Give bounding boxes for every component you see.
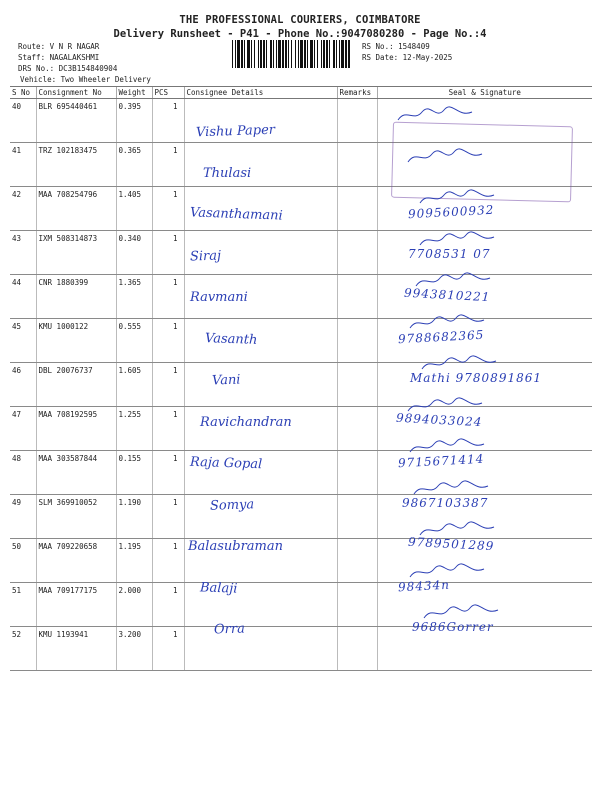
handwritten-signature: 9867103387 bbox=[402, 495, 489, 510]
route-label: Route: V N R NAGAR bbox=[18, 42, 100, 51]
cell-pcs: 1 bbox=[152, 275, 184, 319]
cell-remarks bbox=[337, 451, 377, 495]
handwritten-consignee-name: Somya bbox=[209, 496, 255, 514]
handwritten-consignee-name: Vasanth bbox=[204, 330, 258, 348]
handwritten-consignee-name: Raja Gopal bbox=[189, 454, 263, 473]
cell-consignee bbox=[184, 407, 337, 451]
table-row bbox=[10, 275, 592, 319]
cell-weight: 0.555 bbox=[116, 319, 152, 363]
barcode-icon bbox=[232, 40, 350, 68]
cell-consignment-no: MAA 708192595 bbox=[36, 407, 116, 451]
cell-pcs: 1 bbox=[152, 583, 184, 627]
cell-pcs: 1 bbox=[152, 99, 184, 143]
cell-consignee bbox=[184, 99, 337, 143]
cell-pcs: 1 bbox=[152, 143, 184, 187]
runsheet-table bbox=[10, 86, 592, 671]
cell-consignee bbox=[184, 363, 337, 407]
cell-pcs: 1 bbox=[152, 451, 184, 495]
col-consignee-header: Consignee Details bbox=[184, 87, 337, 99]
cell-signature bbox=[377, 363, 592, 407]
table-row bbox=[10, 583, 592, 627]
rs-date: RS Date: 12-May-2025 bbox=[362, 53, 453, 62]
table-header-row bbox=[10, 87, 592, 99]
cell-signature bbox=[377, 187, 592, 231]
col-remarks-header: Remarks bbox=[337, 87, 377, 99]
cell-weight: 1.605 bbox=[116, 363, 152, 407]
cell-consignee bbox=[184, 495, 337, 539]
cell-sno: 45 bbox=[10, 319, 36, 363]
cell-consignment-no: MAA 709220658 bbox=[36, 539, 116, 583]
cell-remarks bbox=[337, 539, 377, 583]
cell-remarks bbox=[337, 407, 377, 451]
cell-signature bbox=[377, 539, 592, 583]
cell-pcs: 1 bbox=[152, 187, 184, 231]
cell-weight: 1.365 bbox=[116, 275, 152, 319]
cell-consignee bbox=[184, 187, 337, 231]
cell-signature bbox=[377, 99, 592, 143]
handwritten-signature: 9095600932 bbox=[407, 202, 495, 222]
cell-signature bbox=[377, 143, 592, 187]
cell-consignee bbox=[184, 143, 337, 187]
cell-weight: 3.200 bbox=[116, 627, 152, 671]
cell-remarks bbox=[337, 319, 377, 363]
cell-consignment-no: MAA 709177175 bbox=[36, 583, 116, 627]
cell-sno: 43 bbox=[10, 231, 36, 275]
table-row bbox=[10, 99, 592, 143]
handwritten-signature: Mathi 9780891861 bbox=[410, 371, 542, 385]
handwritten-consignee-name: Balasubraman bbox=[188, 539, 283, 554]
cell-remarks bbox=[337, 363, 377, 407]
cell-sno: 41 bbox=[10, 143, 36, 187]
handwritten-consignee-name: Siraj bbox=[189, 247, 222, 265]
cell-pcs: 1 bbox=[152, 231, 184, 275]
cell-pcs: 1 bbox=[152, 319, 184, 363]
col-signature-header: Seal & Signature bbox=[377, 87, 592, 99]
handwritten-signature: 9715671414 bbox=[397, 451, 485, 471]
handwritten-signature: 98434n bbox=[397, 577, 451, 594]
cell-consignment-no: TRZ 102183475 bbox=[36, 143, 116, 187]
cell-consignment-no: MAA 708254796 bbox=[36, 187, 116, 231]
handwritten-consignee-name: Vasanthamani bbox=[189, 205, 283, 224]
handwritten-signature: 7708531 07 bbox=[408, 246, 491, 261]
cell-weight: 0.155 bbox=[116, 451, 152, 495]
cell-weight: 0.365 bbox=[116, 143, 152, 187]
cell-consignment-no: DBL 20076737 bbox=[36, 363, 116, 407]
handwritten-consignee-name: Balaji bbox=[199, 579, 238, 597]
table-row bbox=[10, 539, 592, 583]
handwritten-consignee-name: Ravmani bbox=[190, 290, 248, 305]
cell-weight: 1.190 bbox=[116, 495, 152, 539]
cell-consignee bbox=[184, 451, 337, 495]
cell-sno: 52 bbox=[10, 627, 36, 671]
table-row bbox=[10, 407, 592, 451]
cell-pcs: 1 bbox=[152, 627, 184, 671]
cell-consignee bbox=[184, 231, 337, 275]
handwritten-consignee-name: Orra bbox=[213, 621, 246, 638]
col-sno-header: S No bbox=[10, 87, 36, 99]
cell-consignment-no: KMU 1000122 bbox=[36, 319, 116, 363]
cell-weight: 2.000 bbox=[116, 583, 152, 627]
cell-signature bbox=[377, 231, 592, 275]
table-row bbox=[10, 495, 592, 539]
cell-consignment-no: KMU 1193941 bbox=[36, 627, 116, 671]
table-row bbox=[10, 319, 592, 363]
col-weight-header: Weight bbox=[116, 87, 152, 99]
cell-consignee bbox=[184, 275, 337, 319]
cell-consignee bbox=[184, 583, 337, 627]
cell-pcs: 1 bbox=[152, 495, 184, 539]
document-subtitle: Delivery Runsheet - P41 - Phone No.:9047080280 - Page No.:4 bbox=[113, 28, 487, 40]
cell-sno: 51 bbox=[10, 583, 36, 627]
cell-weight: 1.255 bbox=[116, 407, 152, 451]
cell-signature bbox=[377, 275, 592, 319]
cell-pcs: 1 bbox=[152, 539, 184, 583]
table-row bbox=[10, 231, 592, 275]
cell-signature bbox=[377, 407, 592, 451]
cell-pcs: 1 bbox=[152, 407, 184, 451]
cell-remarks bbox=[337, 187, 377, 231]
cell-consignee bbox=[184, 319, 337, 363]
drs-number: DRS No.: DC3B154840904 bbox=[18, 64, 118, 73]
col-pcs-header: PCS bbox=[152, 87, 184, 99]
cell-consignment-no: IXM 508314873 bbox=[36, 231, 116, 275]
handwritten-signature: 9788682365 bbox=[397, 327, 485, 346]
cell-remarks bbox=[337, 495, 377, 539]
handwritten-signature: 9894033024 bbox=[395, 410, 483, 429]
handwritten-signature: 9789501289 bbox=[407, 534, 495, 554]
handwritten-consignee-name: Vani bbox=[211, 372, 241, 389]
cell-sno: 42 bbox=[10, 187, 36, 231]
cell-consignment-no: SLM 369910052 bbox=[36, 495, 116, 539]
vehicle-label: Vehicle: Two Wheeler Delivery bbox=[20, 75, 151, 84]
table-row bbox=[10, 143, 592, 187]
document-title: THE PROFESSIONAL COURIERS, COIMBATORE bbox=[179, 14, 421, 26]
cell-signature bbox=[377, 495, 592, 539]
col-consignment-header: Consignment No bbox=[36, 87, 116, 99]
cell-sno: 47 bbox=[10, 407, 36, 451]
cell-signature bbox=[377, 583, 592, 627]
cell-remarks bbox=[337, 583, 377, 627]
cell-remarks bbox=[337, 275, 377, 319]
handwritten-signature: 9686Gorrer bbox=[412, 620, 494, 634]
cell-weight: 0.395 bbox=[116, 99, 152, 143]
cell-remarks bbox=[337, 627, 377, 671]
table-row bbox=[10, 451, 592, 495]
cell-pcs: 1 bbox=[152, 363, 184, 407]
cell-sno: 48 bbox=[10, 451, 36, 495]
cell-remarks bbox=[337, 99, 377, 143]
table-row bbox=[10, 363, 592, 407]
cell-consignee bbox=[184, 627, 337, 671]
cell-signature bbox=[377, 627, 592, 671]
cell-weight: 1.195 bbox=[116, 539, 152, 583]
cell-signature bbox=[377, 451, 592, 495]
cell-remarks bbox=[337, 231, 377, 275]
staff-label: Staff: NAGALAKSHMI bbox=[18, 53, 100, 62]
cell-consignment-no: BLR 695440461 bbox=[36, 99, 116, 143]
table-row bbox=[10, 627, 592, 671]
cell-consignee bbox=[184, 539, 337, 583]
cell-signature bbox=[377, 319, 592, 363]
cell-sno: 44 bbox=[10, 275, 36, 319]
handwritten-signature: 9943810221 bbox=[403, 285, 491, 305]
handwritten-consignee-name: Vishu Paper bbox=[195, 122, 276, 141]
cell-weight: 0.340 bbox=[116, 231, 152, 275]
cell-sno: 49 bbox=[10, 495, 36, 539]
cell-sno: 40 bbox=[10, 99, 36, 143]
handwritten-consignee-name: Thulasi bbox=[203, 165, 252, 181]
cell-sno: 50 bbox=[10, 539, 36, 583]
cell-remarks bbox=[337, 143, 377, 187]
handwritten-consignee-name: Ravichandran bbox=[200, 414, 292, 430]
cell-consignment-no: MAA 303587844 bbox=[36, 451, 116, 495]
cell-sno: 46 bbox=[10, 363, 36, 407]
cell-weight: 1.405 bbox=[116, 187, 152, 231]
cell-consignment-no: CNR 1880399 bbox=[36, 275, 116, 319]
rs-number: RS No.: 1548409 bbox=[362, 42, 430, 51]
table-row bbox=[10, 187, 592, 231]
